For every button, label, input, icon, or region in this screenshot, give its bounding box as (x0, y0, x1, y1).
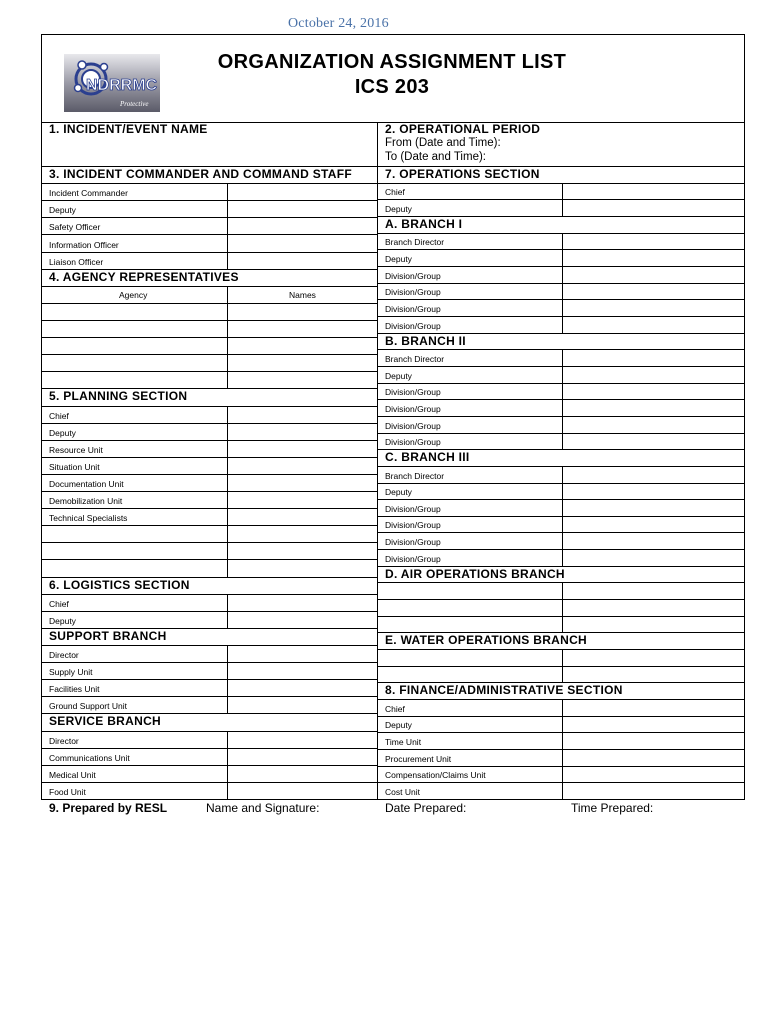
right-label-d-air-operations-branch: D. AIR OPERATIONS BRANCH (385, 567, 565, 581)
right-label-division-group: Division/Group (385, 271, 441, 281)
left-name-cell[interactable] (227, 200, 228, 218)
left-name-cell[interactable] (227, 782, 228, 800)
left-name-cell[interactable] (227, 525, 228, 543)
left-label-chief: Chief (49, 411, 69, 421)
right-name-cell[interactable] (562, 383, 563, 400)
right-label-compensation-claims-unit: Compensation/Claims Unit (385, 770, 486, 780)
right-label-b-branch-ii: B. BRANCH II (385, 334, 466, 348)
left-name-cell[interactable] (227, 508, 228, 526)
right-name-cell[interactable] (562, 649, 563, 667)
header-date: October 24, 2016 (288, 16, 389, 31)
right-label-division-group: Division/Group (385, 321, 441, 331)
left-row-director[interactable] (41, 731, 378, 749)
left-row-blank[interactable] (41, 303, 378, 321)
right-name-cell[interactable] (562, 199, 563, 217)
right-label-e-water-operations-branch: E. WATER OPERATIONS BRANCH (385, 633, 588, 647)
right-label-c-branch-iii: C. BRANCH III (385, 450, 470, 464)
right-name-cell[interactable] (562, 366, 563, 384)
form-subtitle: ICS 203 (354, 76, 430, 98)
right-row-blank[interactable] (377, 666, 745, 683)
left-name-cell[interactable] (227, 337, 228, 355)
left-name-cell[interactable] (227, 234, 228, 253)
right-name-cell[interactable] (562, 316, 563, 334)
left-row-agency[interactable] (41, 286, 378, 304)
left-row-chief[interactable] (41, 406, 378, 424)
right-label-branch-director: Branch Director (385, 354, 445, 364)
right-row-chief[interactable] (377, 183, 745, 200)
left-name-cell[interactable] (227, 286, 228, 304)
right-row-cost-unit[interactable] (377, 782, 745, 800)
right-label-time-unit: Time Unit (385, 737, 422, 747)
left-name-cell[interactable] (227, 542, 228, 560)
right-row-blank[interactable] (377, 599, 745, 617)
incident-name-label: 1. INCIDENT/EVENT NAME (49, 122, 208, 136)
left-name-cell[interactable] (227, 696, 228, 714)
left-name-cell[interactable] (227, 423, 228, 441)
left-label-4-agency-representatives: 4. AGENCY REPRESENTATIVES (49, 270, 239, 284)
right-name-cell[interactable] (562, 266, 563, 284)
right-label-a-branch-i: A. BRANCH I (385, 217, 463, 231)
left-row-deputy[interactable] (41, 611, 378, 629)
left-label-facilities-unit: Facilities Unit (49, 684, 100, 694)
right-label-division-group: Division/Group (385, 504, 441, 514)
left-label-information-officer: Information Officer (49, 240, 119, 250)
right-label-7-operations-section: 7. OPERATIONS SECTION (385, 167, 540, 181)
svg-text:NDRRMC: NDRRMC (86, 77, 158, 94)
right-name-cell[interactable] (562, 399, 563, 417)
left-label-technical-specialists: Technical Specialists (49, 513, 128, 523)
left-name-cell[interactable] (227, 217, 228, 235)
left-name-cell[interactable] (227, 645, 228, 663)
left-name-cell[interactable] (227, 679, 228, 697)
right-label-deputy: Deputy (385, 720, 412, 730)
left-row-blank[interactable] (41, 542, 378, 560)
period-from-label: From (Date and Time): (385, 137, 501, 149)
right-label-division-group: Division/Group (385, 554, 441, 564)
left-name-cell[interactable] (227, 594, 228, 612)
right-row-deputy[interactable] (377, 199, 745, 217)
right-name-cell[interactable] (562, 283, 563, 300)
right-label-division-group: Division/Group (385, 421, 441, 431)
name-signature-label: Name and Signature: (206, 801, 320, 815)
left-label-director: Director (49, 736, 79, 746)
right-name-cell[interactable] (562, 749, 563, 767)
right-name-cell[interactable] (562, 433, 563, 450)
right-label-branch-director: Branch Director (385, 237, 445, 247)
right-label-deputy: Deputy (385, 254, 412, 264)
left-label-5-planning-section: 5. PLANNING SECTION (49, 389, 188, 403)
right-name-cell[interactable] (562, 516, 563, 533)
right-name-cell[interactable] (562, 233, 563, 250)
left-name-cell[interactable] (227, 303, 228, 321)
left-label-director: Director (49, 650, 79, 660)
left-label-3-incident-commander-and-command-staff: 3. INCIDENT COMMANDER AND COMMAND STAFF (49, 167, 353, 181)
left-label-safety-officer: Safety Officer (49, 222, 101, 232)
left-label-medical-unit: Medical Unit (49, 770, 96, 780)
right-name-cell[interactable] (562, 466, 563, 484)
right-label-deputy: Deputy (385, 204, 412, 214)
left-name-cell[interactable] (227, 354, 228, 372)
right-row-deputy[interactable] (377, 249, 745, 267)
right-label-deputy: Deputy (385, 371, 412, 381)
right-label-chief: Chief (385, 704, 405, 714)
left-label-chief: Chief (49, 599, 69, 609)
right-name-cell[interactable] (562, 782, 563, 800)
left-row-blank[interactable] (41, 371, 378, 389)
left-label-documentation-unit: Documentation Unit (49, 479, 124, 489)
right-row-deputy[interactable] (377, 366, 745, 384)
right-row-blank[interactable] (377, 616, 745, 633)
right-row-blank[interactable] (377, 582, 745, 600)
right-name-cell[interactable] (562, 766, 563, 783)
form-bottom-border (41, 799, 745, 800)
right-name-cell[interactable] (562, 582, 563, 600)
left-label-agency: Agency (119, 290, 148, 300)
left-name-cell[interactable] (227, 252, 228, 270)
right-row-chief[interactable] (377, 699, 745, 717)
left-label-ground-support-unit: Ground Support Unit (49, 701, 127, 711)
right-name-cell[interactable] (562, 732, 563, 750)
left-label-supply-unit: Supply Unit (49, 667, 93, 677)
right-name-cell[interactable] (562, 499, 563, 517)
left-row-blank[interactable] (41, 354, 378, 372)
operational-period-label: 2. OPERATIONAL PERIOD (385, 122, 541, 136)
left-row-deputy[interactable] (41, 200, 378, 218)
right-label-division-group: Division/Group (385, 304, 441, 314)
right-label-division-group: Division/Group (385, 437, 441, 447)
svg-text:Protective: Protective (120, 100, 149, 108)
right-label-procurement-unit: Procurement Unit (385, 754, 452, 764)
left-name-cell[interactable] (227, 457, 228, 475)
right-name-cell[interactable] (562, 483, 563, 500)
right-label-division-group: Division/Group (385, 387, 441, 397)
right-name-cell[interactable] (562, 532, 563, 550)
right-name-cell[interactable] (562, 716, 563, 733)
left-name-cell[interactable] (227, 765, 228, 783)
left-row-chief[interactable] (41, 594, 378, 612)
left-name-cell[interactable] (227, 662, 228, 680)
time-prepared-label: Time Prepared: (571, 801, 654, 815)
left-row-director[interactable] (41, 645, 378, 663)
right-label-division-group: Division/Group (385, 287, 441, 297)
right-row-time-unit[interactable] (377, 732, 745, 750)
form-title: ORGANIZATION ASSIGNMENT LIST (217, 51, 567, 73)
left-label-resource-unit: Resource Unit (49, 445, 103, 455)
left-row-blank[interactable] (41, 320, 378, 338)
left-name-cell[interactable] (227, 474, 228, 492)
left-label-support-branch: SUPPORT BRANCH (49, 629, 167, 643)
left-label-demobilization-unit: Demobilization Unit (49, 496, 123, 506)
right-name-cell[interactable] (562, 616, 563, 633)
right-name-cell[interactable] (562, 549, 563, 567)
left-row-deputy[interactable] (41, 423, 378, 441)
right-name-cell[interactable] (562, 666, 563, 683)
left-name-cell[interactable] (227, 731, 228, 749)
left-name-cell[interactable] (227, 611, 228, 629)
right-row-deputy[interactable] (377, 716, 745, 733)
right-label-division-group: Division/Group (385, 404, 441, 414)
right-label-chief: Chief (385, 187, 405, 197)
date-prepared-label: Date Prepared: (385, 801, 467, 815)
left-row-food-unit[interactable] (41, 782, 378, 800)
right-name-cell[interactable] (562, 416, 563, 434)
left-name-cell[interactable] (227, 440, 228, 458)
left-label-food-unit: Food Unit (49, 787, 86, 797)
left-label-liaison-officer: Liaison Officer (49, 257, 104, 267)
right-label-cost-unit: Cost Unit (385, 787, 420, 797)
right-name-cell[interactable] (562, 299, 563, 317)
left-label-communications-unit: Communications Unit (49, 753, 130, 763)
left-name-cell[interactable] (227, 320, 228, 338)
form-right-border (744, 34, 745, 800)
left-row-blank[interactable] (41, 525, 378, 543)
right-label-division-group: Division/Group (385, 537, 441, 547)
left-name-cell[interactable] (227, 491, 228, 509)
prepared-by-label: 9. Prepared by RESL (49, 801, 168, 815)
left-label-deputy: Deputy (49, 205, 76, 215)
left-name-cell[interactable] (227, 183, 228, 201)
left-row-blank[interactable] (41, 337, 378, 355)
left-label-situation-unit: Situation Unit (49, 462, 100, 472)
period-to-label: To (Date and Time): (385, 151, 486, 163)
left-name-cell[interactable] (227, 371, 228, 389)
left-row-blank[interactable] (41, 559, 378, 578)
left-label-incident-commander: Incident Commander (49, 188, 128, 198)
right-label-deputy: Deputy (385, 487, 412, 497)
right-name-cell[interactable] (562, 183, 563, 200)
left-name-cell[interactable] (227, 748, 228, 766)
right-row-blank[interactable] (377, 649, 745, 667)
left-name-cell[interactable] (227, 559, 228, 578)
right-name-cell[interactable] (562, 599, 563, 617)
right-name-cell[interactable] (562, 249, 563, 267)
right-label-division-group: Division/Group (385, 520, 441, 530)
right-name-cell[interactable] (562, 349, 563, 367)
left-label-deputy: Deputy (49, 428, 76, 438)
left-label-6-logistics-section: 6. LOGISTICS SECTION (49, 578, 190, 592)
left-name-cell[interactable] (227, 406, 228, 424)
right-label-branch-director: Branch Director (385, 471, 445, 481)
left-label-service-branch: SERVICE BRANCH (49, 714, 161, 728)
right-row-deputy[interactable] (377, 483, 745, 500)
right-label-8-finance-administrative-section: 8. FINANCE/ADMINISTRATIVE SECTION (385, 683, 623, 697)
left-label-names: Names (289, 290, 316, 300)
right-name-cell[interactable] (562, 699, 563, 717)
left-label-deputy: Deputy (49, 616, 76, 626)
